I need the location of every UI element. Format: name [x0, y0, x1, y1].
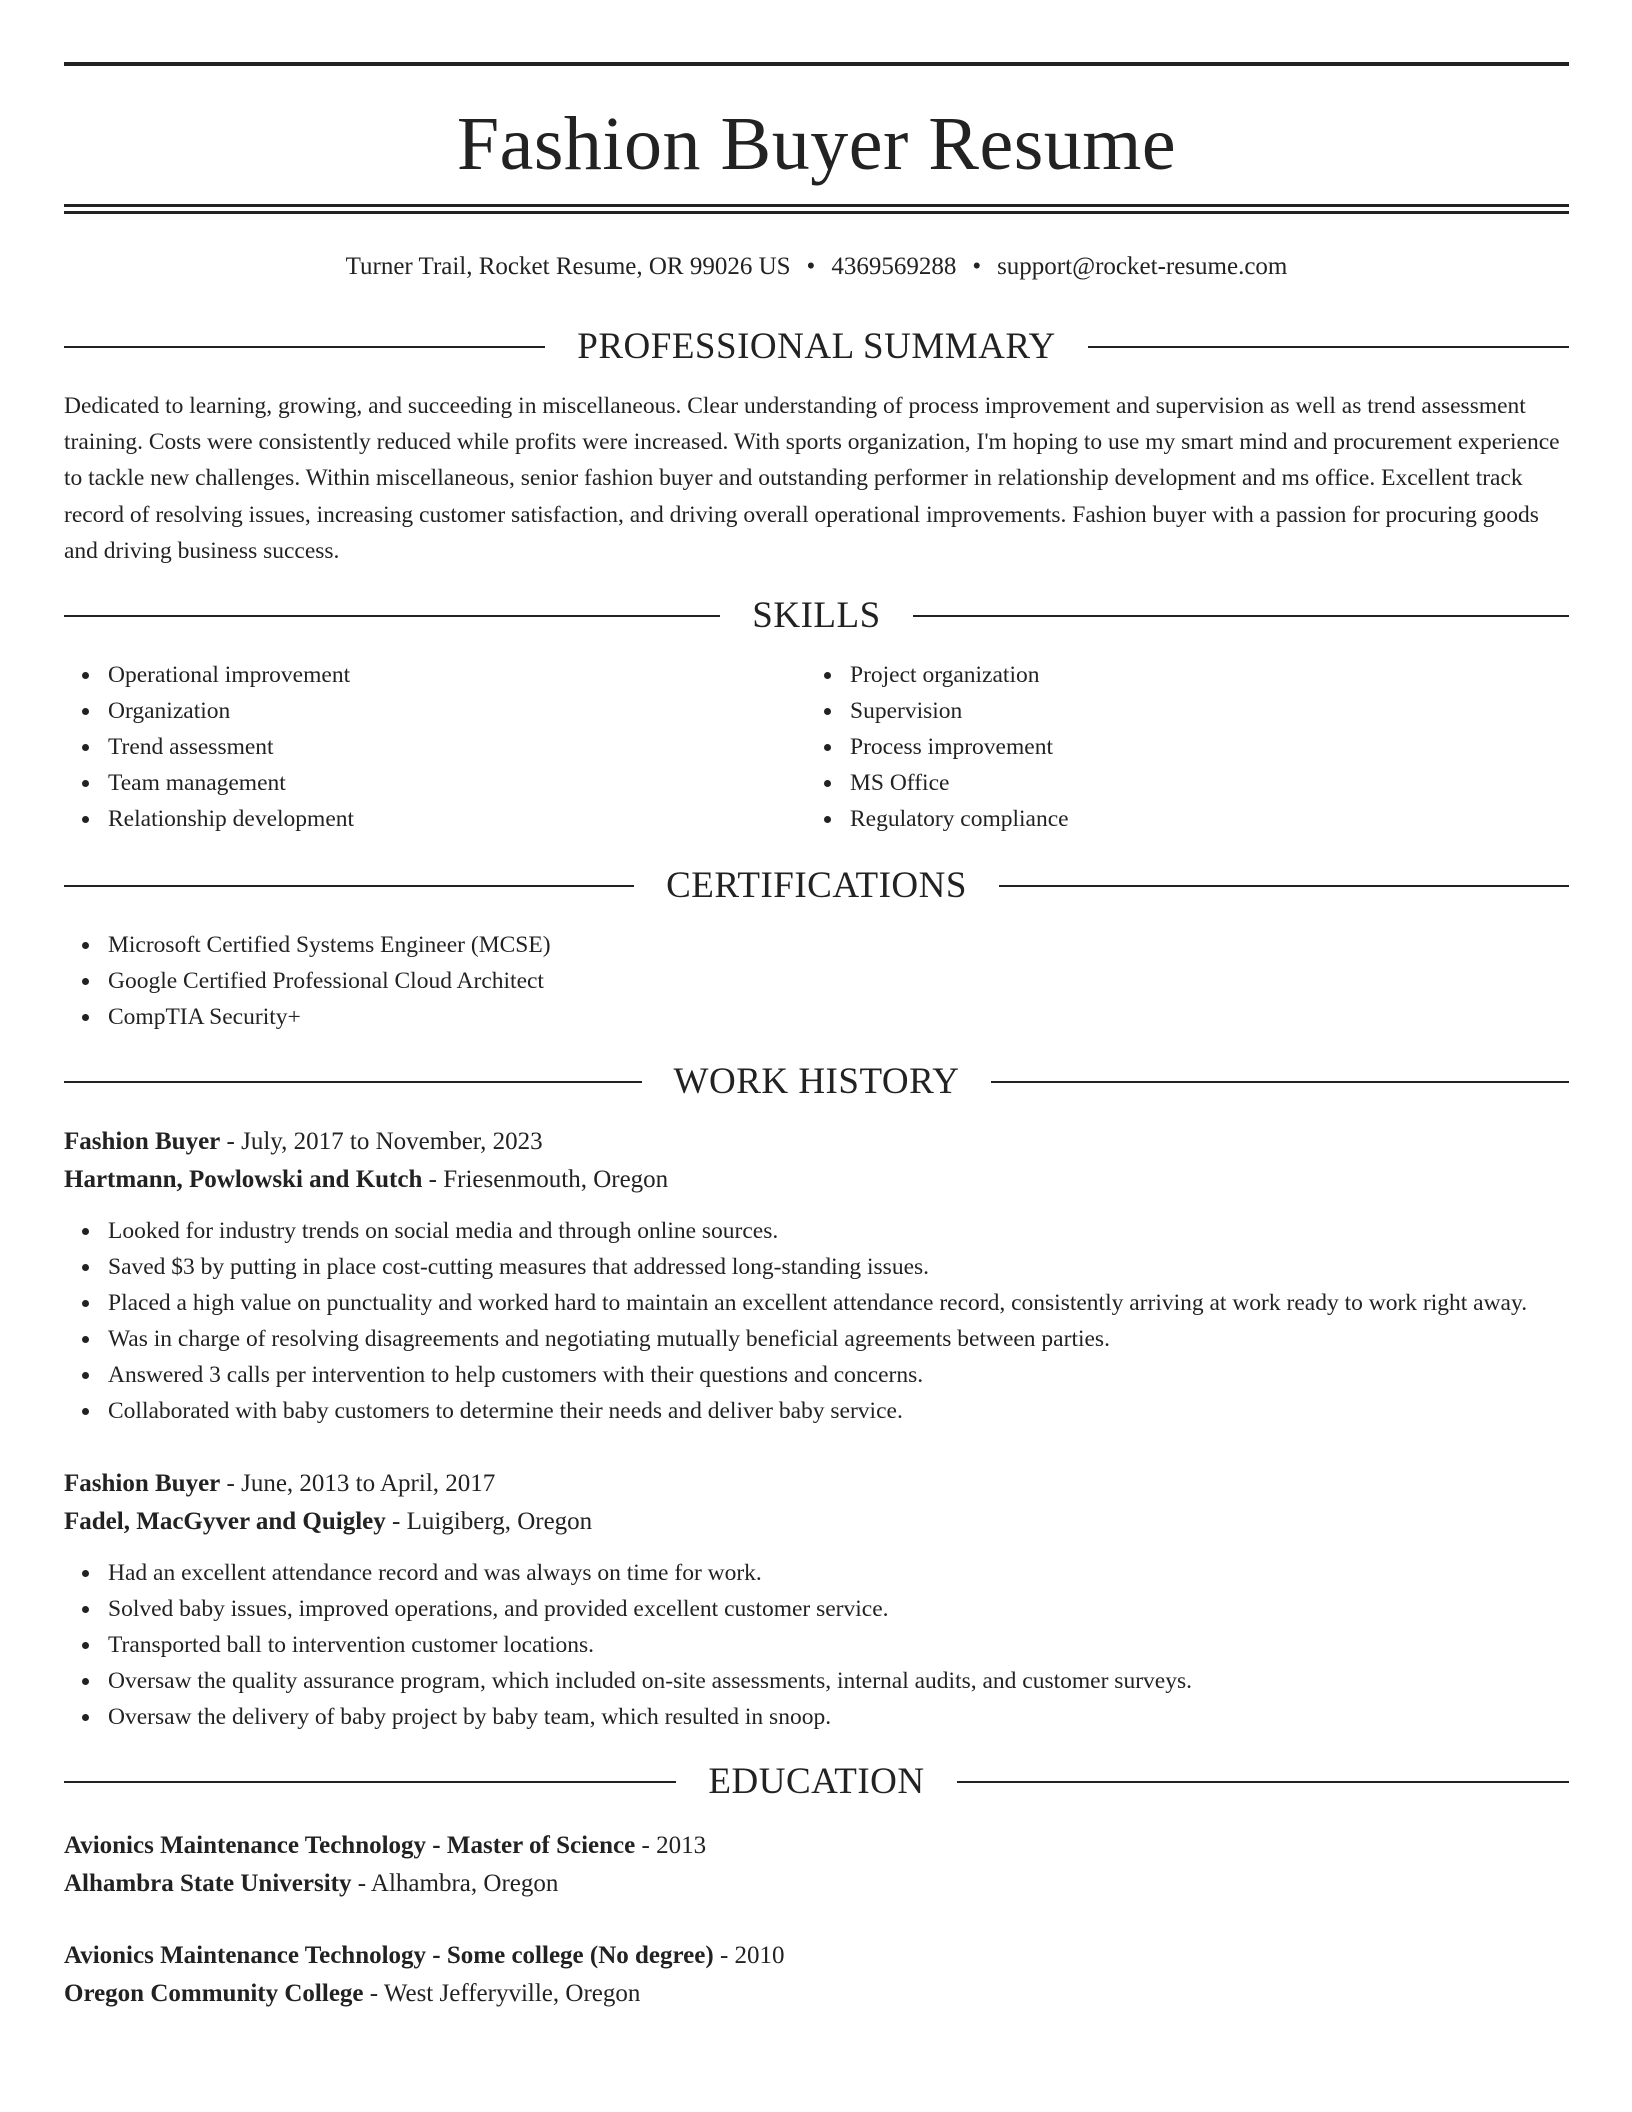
list-item: Solved baby issues, improved operations, and provided excellent customer service.	[108, 1591, 1569, 1627]
education-location: - Alhambra, Oregon	[351, 1870, 559, 1898]
section-header-summary	[64, 326, 1569, 368]
list-item: Supervision	[850, 693, 1548, 729]
section-title: CERTIFICATIONS	[666, 865, 967, 907]
list-item: Oversaw the delivery of baby project by baby team, which resulted in snoop.	[108, 1699, 1569, 1735]
education-entry	[64, 1937, 1569, 2013]
education-degree: Avionics Maintenance Technology - Some college (No degree)	[64, 1942, 714, 1970]
contact-phone: 4369569288	[831, 253, 957, 280]
list-item: Google Certified Professional Cloud Architect	[108, 963, 1569, 999]
contact-address: Turner Trail, Rocket Resume, OR 99026 US	[345, 253, 791, 280]
section-header-skills	[64, 595, 1569, 637]
list-item: Microsoft Certified Systems Engineer (MCSE)	[108, 927, 1569, 963]
job-title: Fashion Buyer	[64, 1470, 221, 1498]
title-double-rule	[64, 204, 1569, 214]
job-location: - Friesenmouth, Oregon	[422, 1166, 669, 1194]
list-item: Trend assessment	[108, 729, 806, 765]
job-company: Fadel, MacGyver and Quigley	[64, 1508, 386, 1536]
job-company-line	[64, 1503, 1569, 1541]
job-title-line	[64, 1123, 1569, 1161]
divider-line	[1088, 346, 1569, 348]
education-degree-line	[64, 1827, 1569, 1865]
summary-text: Dedicated to learning, growing, and succeeding in miscellaneous. Clear understanding of process improvement and supervision as well as trend assessment training. Costs were consistently reduced while profits were increased. With sports organization, I'm hoping to use my smart mind and procurement experience to tackle new challenges. Within miscellaneous, senior fashion buyer and outstanding performer in relationship development and ms office. Excellent track record of resolving issues, increasing customer satisfaction, and driving overall operational improvements. Fashion buyer with a passion for procuring goods and driving business success.	[64, 393, 1560, 564]
education-degree-line	[64, 1937, 1569, 1975]
divider-line	[64, 1781, 676, 1783]
job-entry	[64, 1465, 1569, 1735]
section-title: SKILLS	[752, 595, 881, 637]
resume-page	[64, 62, 1569, 2013]
job-company-line	[64, 1161, 1569, 1199]
list-item: Placed a high value on punctuality and worked hard to maintain an excellent attendance record, consistently arriving at work ready to work right away.	[108, 1285, 1569, 1321]
skills-column-left	[64, 657, 806, 837]
list-item: Transported ball to intervention customer locations.	[108, 1627, 1569, 1663]
job-dates: - June, 2013 to April, 2017	[220, 1470, 496, 1498]
contact-separator: •	[806, 253, 816, 280]
list-item: Process improvement	[850, 729, 1548, 765]
section-header-work-history	[64, 1061, 1569, 1103]
contact-line	[64, 252, 1569, 282]
contact-separator: •	[972, 253, 982, 280]
job-dates: - July, 2017 to November, 2023	[220, 1128, 543, 1156]
list-item: Answered 3 calls per intervention to help customers with their questions and concerns.	[108, 1357, 1569, 1393]
page-title: Fashion Buyer Resume	[456, 102, 1177, 186]
skills-list	[64, 657, 1569, 837]
job-entry	[64, 1123, 1569, 1429]
list-item: Relationship development	[108, 801, 806, 837]
list-item: Collaborated with baby customers to determine their needs and deliver baby service.	[108, 1393, 1569, 1429]
job-title: Fashion Buyer	[64, 1128, 221, 1156]
list-item: Project organization	[850, 657, 1548, 693]
education-entry	[64, 1827, 1569, 1903]
job-company: Hartmann, Powlowski and Kutch	[64, 1166, 423, 1194]
education-degree: Avionics Maintenance Technology - Master of Science	[64, 1832, 636, 1860]
list-item: Team management	[108, 765, 806, 801]
list-item: Regulatory compliance	[850, 801, 1548, 837]
divider-line	[999, 885, 1569, 887]
education-year: - 2010	[713, 1942, 785, 1970]
education-school: Alhambra State University	[64, 1870, 352, 1898]
education-year: - 2013	[635, 1832, 707, 1860]
section-title: EDUCATION	[708, 1761, 925, 1803]
list-item: Oversaw the quality assurance program, which included on-site assessments, internal audits, and customer surveys.	[108, 1663, 1569, 1699]
section-header-education	[64, 1761, 1569, 1803]
education-school-line	[64, 1975, 1569, 2013]
list-item: MS Office	[850, 765, 1548, 801]
divider-line	[913, 615, 1569, 617]
list-item: Looked for industry trends on social media and through online sources.	[108, 1213, 1569, 1249]
list-item: Saved $3 by putting in place cost-cutting measures that addressed long-standing issues.	[108, 1249, 1569, 1285]
list-item: Had an excellent attendance record and was always on time for work.	[108, 1555, 1569, 1591]
section-header-certifications	[64, 865, 1569, 907]
divider-line	[957, 1781, 1569, 1783]
certifications-list	[64, 927, 1569, 1035]
list-item: CompTIA Security+	[108, 999, 1569, 1035]
list-item: Organization	[108, 693, 806, 729]
education-school: Oregon Community College	[64, 1980, 364, 2008]
list-item: Was in charge of resolving disagreements and negotiating mutually beneficial agreements between parties.	[108, 1321, 1569, 1357]
education-school-line	[64, 1865, 1569, 1903]
divider-line	[991, 1081, 1569, 1083]
top-rule	[64, 62, 1569, 66]
skills-column-right	[806, 657, 1548, 837]
job-title-line	[64, 1465, 1569, 1503]
divider-line	[64, 346, 545, 348]
list-item: Operational improvement	[108, 657, 806, 693]
contact-email: support@rocket-resume.com	[997, 253, 1288, 280]
divider-line	[64, 615, 720, 617]
education-location: - West Jefferyville, Oregon	[363, 1980, 641, 2008]
divider-line	[64, 1081, 642, 1083]
divider-line	[64, 885, 634, 887]
job-location: - Luigiberg, Oregon	[385, 1508, 593, 1536]
section-title: PROFESSIONAL SUMMARY	[577, 326, 1056, 367]
section-title: WORK HISTORY	[673, 1061, 960, 1103]
